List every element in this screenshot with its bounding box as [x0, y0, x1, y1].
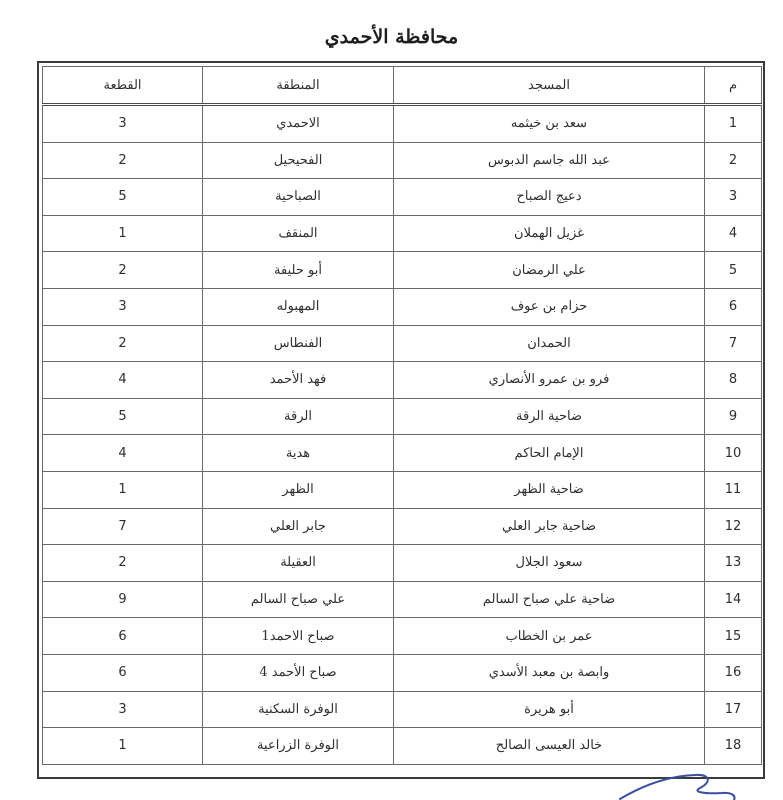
- cell-block: 2: [43, 252, 203, 289]
- signature-mark: [600, 772, 740, 800]
- table-row: [43, 142, 762, 179]
- cell-mosque: دعيج الصباح: [394, 179, 705, 216]
- cell-area: الفحيحيل: [203, 142, 394, 179]
- cell-area: جابر العلي: [203, 508, 394, 545]
- cell-mosque: ضاحية جابر العلي: [394, 508, 705, 545]
- cell-mosque: سعود الجلال: [394, 545, 705, 582]
- table-row: [43, 105, 762, 143]
- header-mosque: المسجد: [394, 67, 705, 105]
- table-row: [43, 179, 762, 216]
- cell-block: 5: [43, 398, 203, 435]
- cell-mosque: الإمام الحاكم: [394, 435, 705, 472]
- page-title: محافظة الأحمدي: [324, 26, 459, 48]
- cell-mosque: الحمدان: [394, 325, 705, 362]
- table-row: [43, 545, 762, 582]
- table-row: [43, 325, 762, 362]
- cell-block: 2: [43, 325, 203, 362]
- cell-block: 3: [43, 105, 203, 143]
- cell-block: 2: [43, 142, 203, 179]
- cell-block: 2: [43, 545, 203, 582]
- cell-area: الاحمدي: [203, 105, 394, 143]
- header-index: م: [705, 67, 762, 105]
- cell-area: صباح الاحمد1: [203, 618, 394, 655]
- header-area: المنطقة: [203, 67, 394, 105]
- cell-block: 1: [43, 215, 203, 252]
- cell-mosque: حزام بن عوف: [394, 288, 705, 325]
- cell-block: 3: [43, 691, 203, 728]
- cell-mosque: سعد بن خيثمه: [394, 105, 705, 143]
- table-row: [43, 508, 762, 545]
- cell-block: 9: [43, 581, 203, 618]
- cell-mosque: عبد الله جاسم الدبوس: [394, 142, 705, 179]
- table-row: [43, 215, 762, 252]
- cell-area: المنقف: [203, 215, 394, 252]
- cell-mosque: خالد العيسى الصالح: [394, 728, 705, 765]
- cell-index: 16: [705, 654, 762, 691]
- cell-index: 4: [705, 215, 762, 252]
- table-row: [43, 691, 762, 728]
- table-row: [43, 252, 762, 289]
- cell-index: 9: [705, 398, 762, 435]
- table-row: [43, 435, 762, 472]
- table-row: [43, 581, 762, 618]
- cell-mosque: فرو بن عمرو الأنصاري: [394, 362, 705, 399]
- mosques-table: [42, 66, 762, 765]
- cell-index: 15: [705, 618, 762, 655]
- cell-mosque: غزيل الهملان: [394, 215, 705, 252]
- cell-area: الصباحية: [203, 179, 394, 216]
- cell-index: 18: [705, 728, 762, 765]
- cell-index: 3: [705, 179, 762, 216]
- cell-index: 2: [705, 142, 762, 179]
- cell-area: هدية: [203, 435, 394, 472]
- table-row: [43, 618, 762, 655]
- cell-area: أبو حليفة: [203, 252, 394, 289]
- cell-block: 1: [43, 471, 203, 508]
- cell-area: صباح الأحمد 4: [203, 654, 394, 691]
- cell-block: 4: [43, 362, 203, 399]
- cell-block: 1: [43, 728, 203, 765]
- cell-index: 10: [705, 435, 762, 472]
- cell-block: 5: [43, 179, 203, 216]
- cell-block: 7: [43, 508, 203, 545]
- header-block: القطعة: [43, 67, 203, 105]
- cell-area: الوفرة السكنية: [203, 691, 394, 728]
- cell-block: 6: [43, 654, 203, 691]
- cell-area: الوفرة الزراعية: [203, 728, 394, 765]
- cell-mosque: ضاحية الظهر: [394, 471, 705, 508]
- cell-area: الظهر: [203, 471, 394, 508]
- cell-index: 8: [705, 362, 762, 399]
- table-header-row: [43, 67, 762, 105]
- cell-index: 12: [705, 508, 762, 545]
- table-row: [43, 398, 762, 435]
- cell-mosque: عمر بن الخطاب: [394, 618, 705, 655]
- cell-index: 13: [705, 545, 762, 582]
- cell-area: فهد الأحمد: [203, 362, 394, 399]
- table-row: [43, 471, 762, 508]
- cell-area: علي صباح السالم: [203, 581, 394, 618]
- table-row: [43, 362, 762, 399]
- cell-area: المهبوله: [203, 288, 394, 325]
- cell-index: 14: [705, 581, 762, 618]
- cell-index: 1: [705, 105, 762, 143]
- table-row: [43, 728, 762, 765]
- cell-block: 3: [43, 288, 203, 325]
- cell-mosque: ضاحية علي صباح السالم: [394, 581, 705, 618]
- cell-index: 7: [705, 325, 762, 362]
- cell-area: الرقة: [203, 398, 394, 435]
- cell-area: العقيلة: [203, 545, 394, 582]
- cell-area: الفنطاس: [203, 325, 394, 362]
- cell-index: 5: [705, 252, 762, 289]
- cell-mosque: علي الرمضان: [394, 252, 705, 289]
- cell-index: 6: [705, 288, 762, 325]
- cell-index: 17: [705, 691, 762, 728]
- cell-block: 4: [43, 435, 203, 472]
- cell-block: 6: [43, 618, 203, 655]
- cell-mosque: ضاحية الرقة: [394, 398, 705, 435]
- table-row: [43, 288, 762, 325]
- cell-index: 11: [705, 471, 762, 508]
- cell-mosque: وابصة بن معبد الأسدي: [394, 654, 705, 691]
- table-row: [43, 654, 762, 691]
- cell-mosque: أبو هريرة: [394, 691, 705, 728]
